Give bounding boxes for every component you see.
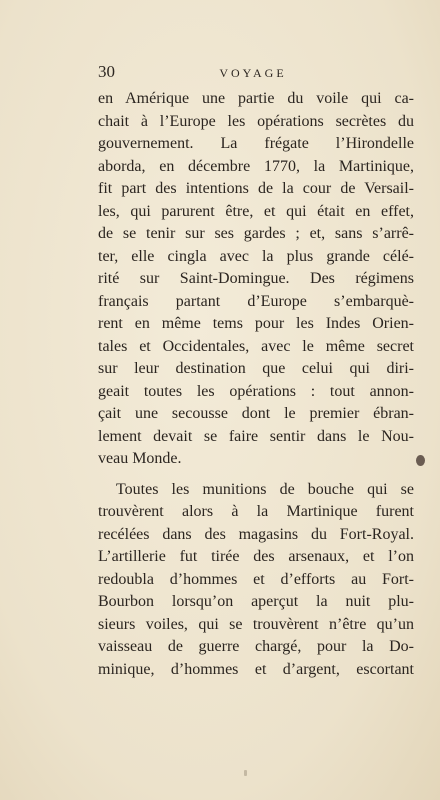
text-line: çait une secousse dont le premier ébran- xyxy=(98,405,414,422)
text-line: de se tenir sur ses gardes ; et, sans s’arrê- xyxy=(98,225,414,242)
text-line: L’artillerie fut tirée des arsenaux, et l’on xyxy=(98,548,414,565)
text-line: sieurs voiles, qui se trouvèrent n’être qu’un xyxy=(98,615,414,633)
text-line: trouvèrent alors à la Martinique furent xyxy=(98,503,414,520)
ink-spot xyxy=(416,455,425,466)
text-line: sur leur destination que celui qui diri- xyxy=(98,360,414,377)
text-line: aborda, en décembre 1770, la Martinique, xyxy=(98,157,414,175)
text-line: minique, d’hommes et d’argent, escortant xyxy=(98,660,414,678)
page-header xyxy=(98,62,408,82)
text-line: rité sur Saint-Domingue. Des régimens xyxy=(98,270,414,287)
text-line: tales et Occidentales, avec le même secret xyxy=(98,337,414,355)
text-line: veau Monde. xyxy=(98,450,182,467)
text-line: fit part des intentions de la cour de Versail- xyxy=(98,180,414,197)
text-line: Toutes les munitions de bouche qui se xyxy=(116,480,414,498)
text-line: geait toutes les opérations : tout annon- xyxy=(98,382,414,400)
text-line: les, qui parurent être, et qui était en effet, xyxy=(98,202,414,220)
page-number: 30 xyxy=(98,62,115,81)
text-line: français partant d’Europe s’embarquè- xyxy=(98,292,414,310)
paragraph-gap xyxy=(98,471,414,479)
text-line: ter, elle cingla avec la plus grande célé- xyxy=(98,247,414,265)
text-line: recélées dans des magasins du Fort-Royal. xyxy=(98,525,414,543)
text-line: chait à l’Europe les opérations secrètes du xyxy=(98,112,414,130)
running-title: VOYAGE xyxy=(219,66,287,80)
text-line: rent en même tems pour les Indes Orien- xyxy=(98,315,414,332)
text-line: lement devait se faire sentir dans le Nou- xyxy=(98,427,414,445)
paragraph-2 xyxy=(98,479,414,682)
body-text xyxy=(98,88,414,681)
text-line: vaisseau de guerre chargé, pour la Do- xyxy=(98,638,414,655)
text-line: gouvernement. La frégate l’Hirondelle xyxy=(98,135,414,152)
text-line: en Amérique une partie du voile qui ca- xyxy=(98,90,414,107)
text-line: Bourbon lorsqu’on aperçut la nuit plu- xyxy=(98,593,414,610)
text-line: redoubla d’hommes et d’efforts au Fort- xyxy=(98,570,414,588)
paper-mark xyxy=(244,770,247,776)
paragraph-1 xyxy=(98,88,414,471)
